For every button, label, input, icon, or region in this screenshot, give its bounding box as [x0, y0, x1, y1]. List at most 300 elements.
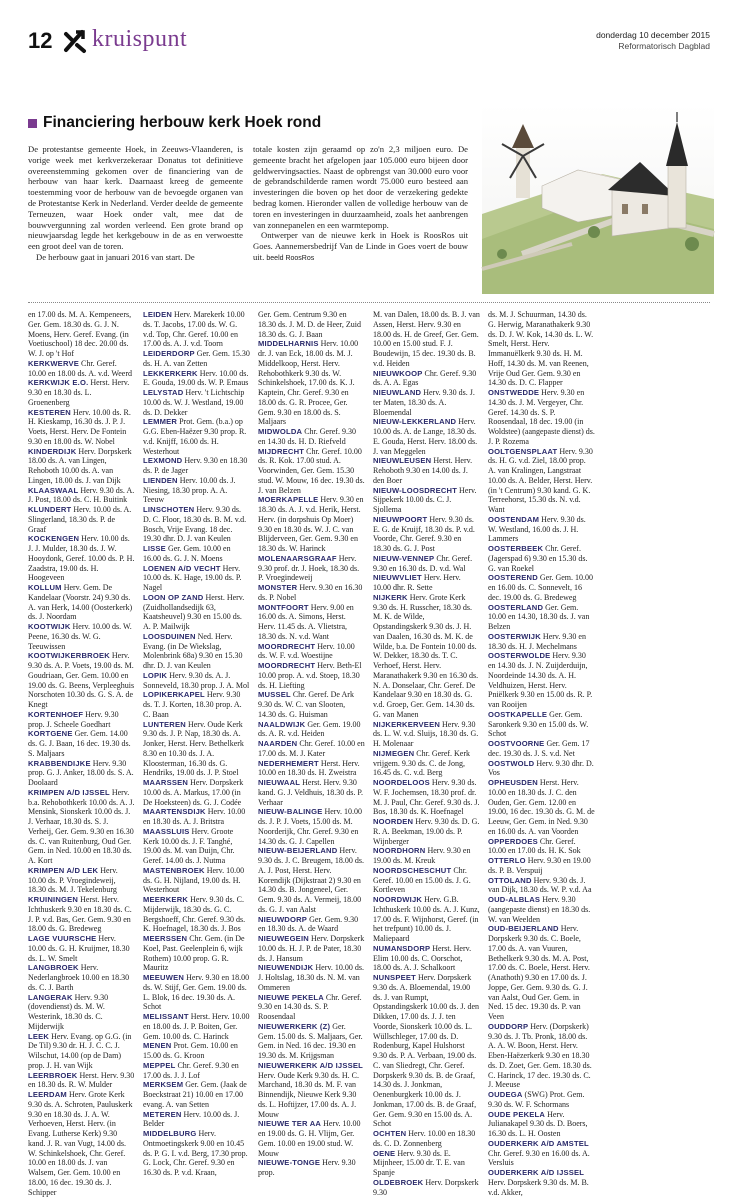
entry-place: NOORDSCHESCHUT [373, 865, 452, 875]
entry-text: Ger. Gem. 14.00 ds. G. J. Baan, 16 dec. 19.30 ds. S. Maljaars [28, 729, 131, 758]
service-entry [373, 749, 480, 778]
entry-place: MERKSEM [143, 1080, 184, 1090]
entry-place: MEERKERK [143, 895, 189, 904]
service-entry [28, 486, 135, 506]
entry-place: LEIDERDORP [143, 349, 195, 358]
entry-place: NIEUWDORP [258, 914, 308, 924]
entry-text: Herv. 9.30 ds. D. G. R. A. Beekman, 19.00 ds. P. Wijnberger [373, 817, 480, 846]
service-entry [258, 934, 365, 963]
service-entry [28, 993, 135, 1032]
entry-text: Herv. Dorpskerk 9.30 ds. M. B. v.d. Akker, [488, 1177, 589, 1197]
entry-place: MOLENAARSGRAAF [258, 553, 337, 563]
entry-text: Herst. Herv. 10.00 en 18.30 ds. J. C. den Ouden, Ger. Gem. 12.00 en 19.00, 16 dec. 19.30 ds. G. M. de Leeuw, Ger. Gem. in Ned. 9.30 en 16.00 ds. A. van Voorden [488, 778, 595, 836]
article-column-1 [28, 144, 243, 265]
article-paragraph: totale kosten zijn geraamd op zo'n 2,3 miljoen euro. De gemeente bracht het afgelopen jaar 105.000 euro bijeen door geldwervingsacties. Naast de opbrengst van 30.000 euro voor de gebrandschilderde ramen wordt 75.000 euro besteed aan investeringen die boven op het door de verzekering gedekte bedrag komen. Hieronder vallen de volledige herbouw van de toren en investeringen in duurzaamheid, zoals het aanbrengen van zonnepanelen en een warmtepomp. [253, 144, 468, 230]
service-entry [488, 1090, 595, 1110]
entry-place: KLAASWAAL [28, 485, 79, 495]
service-entry [488, 924, 595, 1022]
service-entry [488, 310, 595, 388]
entry-place: LANGBROEK [28, 963, 79, 973]
entry-place: LOON OP ZAND [143, 592, 204, 602]
entry-place: MIDDELBURG [143, 1129, 197, 1138]
entry-place: MAASSLUIS [143, 826, 190, 836]
article-paragraph: De herbouw gaat in januari 2016 van start. De [36, 251, 195, 262]
entry-place: NIEUWAAL [258, 778, 301, 787]
service-entry [373, 1129, 480, 1149]
entry-place: OUDERKERK A/D IJSSEL [488, 1168, 585, 1177]
entry-text: Herv. 9.30 ds. E. Mijnheer, 15.00 dr. T. E. van Spanje [373, 1148, 465, 1177]
entry-place: MONTFOORT [258, 602, 309, 612]
service-entry [258, 583, 365, 603]
entry-place: NIEUW-LEKKERLAND [373, 417, 457, 427]
entry-text: Herv. 10.00 ds. G. H. Nijland, 19.00 ds. H. Westerhout [143, 865, 245, 895]
service-entry [258, 1119, 365, 1158]
entry-place: OUD-ALBLAS [488, 895, 541, 904]
entry-text: Chr. Geref. 9.30 en 14.30 ds. S. P. Roosendaal [258, 992, 362, 1021]
service-entry [258, 807, 365, 846]
photo-credit: beeld RoosRos [266, 254, 315, 262]
entry-place: OLDEBROEK [373, 1177, 424, 1187]
entry-place: KOOTWIJKERBROEK [28, 651, 110, 661]
entry-place: MENEN [143, 1041, 172, 1051]
service-entry [28, 310, 135, 359]
service-entry [258, 642, 365, 662]
entry-text: Herv. 9.30 en 18.30 ds. P. de Jager [143, 456, 248, 475]
service-entry [143, 1061, 250, 1081]
section-divider [28, 302, 710, 303]
service-entry [28, 1090, 135, 1197]
entry-text: Herst. Herv. Rehoboth 9.30 en 14.00 ds. J. den Boer [373, 456, 473, 485]
entry-text: Herv. 10.00 ds. J. Holtslag, 18.30 ds. N. M. van Ommeren [258, 963, 364, 992]
entry-text: Chr. Geref. De Ark 9.30 ds. W. C. van Slooten, 14.30 ds. G. Huisman [258, 690, 354, 719]
entry-text: Chr. Geref. 10.00 en 17.00 ds. M. J. Kater [258, 739, 365, 758]
service-entry [488, 1110, 595, 1139]
entry-text: Herv. 9.30 ds. T. J. Korten, 18.30 prop. A. C. Baan [143, 690, 242, 719]
service-entry [143, 476, 250, 505]
listing-column-1 [28, 310, 135, 1197]
entry-text: Herv. 10.00 ds. J. Niesing, 18.30 prop. A. A. Teeuw [143, 475, 236, 505]
service-entry [143, 827, 250, 866]
entry-place: MIDDELHARNIS [258, 339, 319, 349]
newspaper-name: Reformatorisch Dagblad [618, 41, 710, 51]
entry-text: Herv. Sijpekerk 10.00 ds. C. J. Sjollema [373, 485, 477, 514]
entry-text: Chr. Geref. 10.00 ds. R. Kok. 17.00 stud. A. Voorwinden, Ger. Gem. 15.30 stud. W. Mouw, 16 dec. 19.30 ds. J. van Belzen [258, 446, 365, 495]
entry-place: METEREN [143, 1109, 182, 1119]
service-entry [28, 1071, 135, 1091]
entry-place: ONSTWEDDE [488, 388, 540, 397]
entry-place: LIENDEN [143, 475, 178, 485]
entry-place: KRIMPEN A/D IJSSEL [28, 787, 110, 797]
service-entry [373, 778, 480, 817]
service-entry [258, 915, 365, 935]
service-entry [258, 690, 365, 719]
page-number: 12 [28, 28, 53, 53]
entry-place: OOSTERWOLDE [488, 651, 551, 661]
service-entry [143, 934, 250, 973]
entry-text: Chr. Geref. 10.00 en 17.00 ds. H. K. Sok [488, 836, 581, 856]
entry-text: Herst. Herv. Ichthuskerk 9.30 en 18.30 ds. C. J. P. v.d. Bas, Ger. Gem. 9.30 en 18.00 ds. G. Bredeweg [28, 895, 132, 934]
entry-text: Herst. Herv. (Zuidhollandsedijk 63, Kaatsheuvel) 9.30 en 15.00 ds. A. P. Mailwijk [143, 592, 245, 631]
entry-place: LEERBROEK [28, 1070, 78, 1080]
entry-place: MOERKAPELLE [258, 495, 319, 505]
service-entry [143, 1012, 250, 1041]
entry-place: NIJMEGEN [373, 748, 415, 758]
service-entry [258, 1061, 365, 1120]
service-entry [143, 807, 250, 827]
service-entry [143, 388, 250, 417]
entry-place: LOPIKERKAPEL [143, 690, 205, 700]
issue-date: donderdag 10 december 2015 [596, 30, 710, 40]
entry-text: Ger. Gem. 10.00 en 16.00 ds. G. J. N. Moens [143, 544, 231, 563]
service-entry [28, 934, 135, 963]
service-entry [373, 1178, 480, 1197]
service-entry [143, 1041, 250, 1061]
entry-text: Chr. Geref. 9.30 en 16.30 ds. D. v.d. Wal [373, 553, 473, 573]
entry-text: Herv. 10.00 ds. J. Belder [143, 1109, 240, 1129]
entry-place: NIEUWLEUSEN [373, 456, 432, 466]
entry-place: MOORDRECHT [258, 661, 316, 670]
service-entry [258, 310, 365, 339]
entry-place: MIJDRECHT [258, 446, 305, 456]
entry-place: LOENEN A/D VECHT [143, 563, 221, 573]
service-entry [488, 1139, 595, 1168]
entry-text: Herv. b.a. Rehobothkerk 10.00 ds. A. J. Mensink, Sionskerk 10.00 ds. J. J. Verhaar, 18.30 ds. S. J. Verheij, Ger. Gem. 9.30 en 16.30 ds. C. van Ruitenburg, Oud Ger. Gem. in Ned. 10.00 en 18.30 ds. A. Kort [28, 787, 135, 865]
service-entry [28, 534, 135, 583]
entry-text: Herv. 10.00 ds. J. P. J. Voets, 15.00 ds. M. Noorderijk, Chr. Geref. 9.30 en 14.30 ds. G. J. Capellen [258, 807, 362, 846]
headline-text: Financiering herbouw kerk Hoek rond [43, 114, 322, 131]
entry-place: MEPPEL [143, 1060, 176, 1070]
entry-text: Chr. Gem. (in De Koel, Past. Geelenplein 6, wijk Rothem) 10.00 prop. G. R. Mauritz [143, 934, 245, 973]
entry-text: Herst. Herv. 10.00 en 18.30 ds. H. Zweistra [258, 758, 360, 778]
article-column-2 [253, 144, 468, 265]
entry-text: Herv. Nederlangbroek 10.00 en 18.30 ds. C. J. Barth [28, 963, 130, 992]
service-entry [28, 866, 135, 895]
entry-text: Herv. 10.00 ds. G. H. Kruijmer, 18.30 ds. L. W. Smelt [28, 934, 130, 963]
service-entry [373, 866, 480, 895]
service-entry [488, 876, 595, 896]
article [28, 114, 468, 265]
service-entry [28, 788, 135, 866]
entry-place: OUDERKERK A/D AMSTEL [488, 1138, 589, 1148]
service-entry [373, 973, 480, 1129]
entry-text: Herv. 10.00 ds. E. Gouda, 19.00 ds. W. P. Emaus [143, 368, 249, 388]
service-entry [488, 856, 595, 876]
entry-place: OOLTGENSPLAAT [488, 446, 558, 456]
entry-text: Chr. Geref. 10.00 en 15.00 ds. J. G. Kortleven [373, 865, 471, 895]
entry-text: Chr. Geref. Kerk vrijgem. 9.30 ds. C. de Jong, 16.45 ds. C. v.d. Berg [373, 748, 471, 778]
entry-text: Prot. Gem. (b.a.) op G.G. Eben-Haëzer 9.30 prop. R. v.d. Knijff, 16.00 ds. H. Westerhout [143, 417, 247, 456]
entry-place: NIEUW-BALINGE [258, 807, 323, 817]
entry-text: Herv. 9.30 ds. L. W. v.d. Sluijs, 18.30 ds. G. H. Molenaar [373, 719, 479, 748]
service-entry [373, 593, 480, 720]
entry-text: Herv. 9.30 ds. W. F. Jochemsen, 18.30 prof. dr. M. J. Paul, Chr. Geref. 9.30 ds. J. Bos, 18.30 ds. K. Hoefnagel [373, 778, 480, 817]
service-entry [143, 1110, 250, 1130]
entry-place: NIEUWEGEIN [258, 934, 309, 943]
entry-text: Herv. 9.30 prop. [258, 1158, 356, 1177]
entry-place: NIJKERK [373, 592, 408, 602]
service-entry [28, 759, 135, 788]
entry-place: NIEUWERKERK A/D IJSSEL [258, 1060, 363, 1070]
entry-place: NIEUW-VENNEP [373, 553, 435, 563]
entry-place: NOORDELOOS [373, 778, 430, 787]
service-entry [143, 310, 250, 349]
entry-place: OOSTERWIJK [488, 631, 541, 641]
service-entry [28, 622, 135, 651]
entry-text: Herv. 9.30 ds. D. C. Floor, 18.30 ds. B. M. v.d. Bosch, Vrije Evang. 18 dec. 19.30 dhr. D. J. van Keulen [143, 505, 247, 544]
article-body [28, 144, 468, 265]
entry-text: Herv. 9.30 en 18.30 ds. A. J. v.d. Herik, Herst. Herv. (in dorpshuis Op Moer) 9.30 en 18.30 ds. W. J. C. van Blijderveen, Ger. Gem. 9.30 en 18.30 ds. W. Harinck [258, 495, 364, 553]
service-entry [143, 417, 250, 456]
entry-place: KRABBENDIJKE [28, 758, 91, 768]
service-entry [258, 846, 365, 914]
entry-place: NIEUWERKERK (Z) [258, 1021, 331, 1031]
entry-place: MEERSSEN [143, 934, 188, 943]
entry-text: Prot. Gem. 10.00 en 15.00 ds. G. Kroon [143, 1041, 238, 1060]
entry-text: Herv. 10.00 dr. J. van Eck, 18.00 ds. M. J. Middelkoop, Herst. Herv. Rehobothkerk 9.30 ds. W. Schinkelshoek, 17.00 ds. K. J. Kaptein, Chr. Geref. 9.30 en 18.00 ds. G. R. Procee, Ger. Gem. 9.30 en 18.00 ds. S. Maljaars [258, 339, 359, 427]
service-entry [373, 944, 480, 973]
entry-text: Ger. Gem. Centrum 9.30 en 18.30 ds. J. M. D. de Heer, Zuid 18.30 ds. G. J. Baan [258, 310, 361, 339]
entry-place: LEXMOND [143, 456, 183, 466]
service-entry [373, 895, 480, 944]
entry-place: LEMMER [143, 417, 178, 427]
entry-place: NUNSPEET [373, 973, 416, 982]
entry-text: en 17.00 ds. M. A. Kempeneers, Ger. Gem. 18.30 ds. G. J. N. Moens, Herv. Geref. Evang. (in Voetiuschool) 18 dec. 20.00 ds. W. J. op 't Hof [28, 310, 132, 358]
entry-text: Herst. Herv. 10.00 en 18.00 ds. J. P. Boiten, Ger. Gem. 10.00 ds. C. Harinck [143, 1012, 250, 1041]
entry-place: LOOSDUINEN [143, 631, 196, 641]
entry-place: OOSTWOLD [488, 758, 535, 768]
page-header [28, 28, 710, 58]
service-entry [373, 1149, 480, 1178]
entry-text: Herv. 10.00 ds. R. H. Kieskamp, 16.30 ds. J. P. J. Voets, Herst. Herv. De Fontein 9.30 en 18.00 ds. W. Nobel [28, 407, 131, 446]
entry-text: Ned. Herv. Evang. (in De Wiekslag, Molenbrink 68a) 9.30 en 15.30 dhr. D. J. van Keulen [143, 631, 243, 670]
service-entry [258, 1022, 365, 1061]
entry-text: Herv. Julianakapel 9.30 ds. D. Boers, 16.30 ds. L. H. Oosten [488, 1109, 588, 1138]
entry-text: Herv. Dorpskerk 9.30 ds. C. Boele, 17.00 ds. A. van Vuuren, Bethelkerk 9.30 ds. M. A. Post, 17.00 ds. C. Boele, Herst. Herv. (Anathoth) 9.30 en 17.00 ds. J. Joppe, Ger. Gem. 9.30 ds. G. J. van Aalst, Oud Ger. Gem. in Ned. 15 dec. 19.30 ds. P. van Veen [488, 924, 590, 1021]
entry-place: LANGERAK [28, 992, 73, 1002]
entry-text: Herv. Dorpskerk 9.30 [373, 1177, 479, 1197]
entry-place: OUDEGA [488, 1090, 523, 1099]
service-entry [258, 739, 365, 759]
entry-text: Herv. G.B. Ichthuskerk 10.00 ds. A. J. Kunz, 17.00 ds. F. Wijnhorst, Geref. (in het trefpunt) 10.00 ds. J. Maliepaard [373, 895, 480, 943]
entry-text: Herv. 9.30 prof. dr. J. Hoek, 18.30 ds. P. Vroegindeweij [258, 553, 360, 583]
entry-text: Herv. 10.00 ds. P. Vroegindeweij, 18.30 ds. M. J. Tekelenburg [28, 865, 118, 895]
header-dateline [596, 30, 710, 52]
entry-place: OOSTEREND [488, 573, 538, 583]
entry-text: Herv. (Dorpskerk) 9.30 ds. J. Tb. Pronk, 18.00 ds. A. A. W. Boon, Herst. Herv. Eben-Haëzerkerk 9.30 en 18.30 ds. D. Zoet, Ger. Gem. 18.30 ds. C. Harinck, 17 dec. 19.30 ds. C. J. Meeuse [488, 1021, 592, 1090]
service-entry [373, 573, 480, 593]
service-entry [143, 895, 250, 934]
service-entry [143, 690, 250, 719]
entry-text: Herv. 9.30 ds. A. P. Voets, 19.00 ds. M. Goudriaan, Ger. Gem. 10.00 en 19.00 ds. G. Beens, Verpleeghuis Norschoten 10.30 ds. G. S. A. de Knegt [28, 651, 135, 709]
entry-text: Herv. Oude Kerk 9.30 ds. H. C. Marchand, 18.30 ds. M. F. van Binnendijk, Nieuwe Kerk 9.30 ds. L. Hoftijzer, 17.00 ds. A. J. Mouw [258, 1070, 360, 1119]
service-entry [28, 710, 135, 730]
entry-text: Herv. Herv. 10.00 dhr. R. Sette [373, 573, 461, 592]
service-entry [373, 846, 480, 866]
entry-place: NIEUWLAND [373, 388, 422, 397]
article-paragraph: De protestantse gemeente Hoek, in Zeeuws-Vlaanderen, is vorige week met kerkverzekeraar Donatus tot definitieve overeenstemming gekomen over de financiering van de herbouw van haar kerk. Daarnaast kreeg de gemeente toestemming voor de herbouw van de bevoegde organen van de Protestantse Kerk in Nederland. Verder deelde de gemeente Terneuzen, waar Hoek onder valt, mee dat de bouwvergunning zal worden verleend. Een grote brand op nieuwjaarsdag legde het kerkgebouw in de as en verwoestte een groot deel van de toren. [28, 144, 243, 252]
service-entry [488, 544, 595, 573]
entry-text: Herv. Grote Kerk 9.30 ds. H. Russcher, 18.30 ds. M. K. de Wilde, Opstandingskerk 9.30 ds. J. H. van Daalen, 16.30 ds. M. K. de Wilde, b.a. De Fontein 10.00 ds. W. Dekker, 18.30 ds. T. C. Verhoef, Herst. Herv. Maranathakerk 9.30 en 16.30 ds. N. A. Donselaar, Chr. Geref. De Kandelaar 9.30 en 18.30 ds. G. v.d. Groep, Ger. Gem. 14.30 ds. G. van Manen [373, 592, 479, 719]
service-entry [28, 583, 135, 622]
entry-text: Herv. 9.30 (aangepaste dienst) en 18.30 ds. W. van Weelden [488, 895, 591, 924]
service-entry [143, 456, 250, 476]
entry-text: Herv. 9.00 en 16.00 ds. A. Simons, Herst. Herv. 11.45 ds. A. Vlietstra, 18.30 ds. N. v.d. Want [258, 602, 354, 641]
article-headline [28, 114, 468, 132]
entry-place: KORTENHOEF [28, 709, 84, 719]
entry-text: Herv. 9.30 en 14.30 ds. J. N. Zuijderduijn, Noordeinde 14.30 ds. A. H. Veldhuizen, Herst. Herv. Pniëlkerk 9.30 en 15.00 ds. R. P. van Rooijen [488, 651, 593, 709]
service-entry [488, 1022, 595, 1090]
service-entry [258, 993, 365, 1022]
service-entry [373, 369, 480, 389]
service-entry [143, 671, 250, 691]
entry-text: Herv. Evang. op G.G. (in De Til) 9.30 dr. H. J. C. C. J. Wilschut, 14.00 (op de Dam) prop. J. H. van Wijk [28, 1031, 132, 1070]
entry-place: KOLLUM [28, 583, 62, 592]
entry-text: M. van Dalen, 18.00 ds. B. J. van Assen, Herst. Herv. 9.30 en 18.00 ds. H. de Greef, Ger. Gem. 10.00 en 15.00 stud. F. J. Boudewijn, 15 dec. 19.30 ds. B. v.d. Heiden [373, 310, 480, 368]
service-entry [258, 963, 365, 992]
service-entry [28, 378, 135, 407]
entry-place: NIEUW-LOOSDRECHT [373, 485, 458, 495]
service-entry [143, 544, 250, 564]
entry-place: KOOTWIJK [28, 622, 71, 631]
service-entry [143, 369, 250, 389]
entry-text: Herv. 10.00 ds. A. Slingerland, 18.30 ds. P. de Graaf [28, 505, 132, 534]
entry-place: OTTERLO [488, 856, 526, 865]
entry-text: Herv. Marekerk 10.00 ds. T. Jacobs, 17.00 ds. W. G. v.d. Top, Chr. Geref. 10.00 en 17.00 ds. A. J. v.d. Toorn [143, 310, 245, 349]
entry-place: NIEUWKOOP [373, 368, 423, 378]
entry-text: Herv. Dorpskerk 18.00 ds. A. van Lingen, Rehoboth 10.00 ds. A. van Lingen, 18.00 ds. J. van Dijk [28, 446, 132, 485]
entry-place: LINSCHOTEN [143, 505, 195, 514]
entry-place: NIEUW-BEIJERLAND [258, 846, 338, 856]
service-entry [488, 778, 595, 837]
service-entry [143, 632, 250, 671]
entry-place: OOSTKAPELLE [488, 709, 548, 719]
entry-place: KOCKENGEN [28, 534, 80, 544]
entry-place: KORTGENE [28, 729, 73, 739]
listing-column-5 [488, 310, 595, 1197]
service-entry [488, 651, 595, 710]
entry-place: OCHTEN [373, 1129, 407, 1138]
entry-text: Herv. 9.30 en 14.30 ds. J. M. Vergeyer, Chr. Geref. 14.30 ds. S. P. Roosendaal, 18 dec. 19.00 (in Woldstee) (aangepaste dienst) ds. J. P. Rozema [488, 388, 595, 446]
entry-text: Herv. 10.00 ds. W. F. v.d. Woestijne [258, 641, 355, 661]
entry-text: Herv. 10.00 en 18.30 ds. C. D. Zonnenberg [373, 1129, 476, 1148]
entry-text: Herv. 10.00 ds. J. J. Mulder, 18.30 ds. J. W. Hooydonk, Geref. 10.00 ds. P. H. Zaadstra, 19.00 ds. H. Hoogeveen [28, 534, 135, 583]
church-design-render-image [482, 104, 714, 294]
entry-place: NUMANSDORP [373, 943, 431, 953]
entry-text: Chr. Geref. 9.30 en 14.30 ds. H. D. Riefveld [258, 427, 356, 446]
entry-text: (SWG) Prot. Gem. 9.30 ds. W. F. Schormans [488, 1090, 585, 1109]
entry-text: Herv. 10.00 en 18.30 ds. A. J. Britstra [143, 807, 246, 826]
entry-place: OUDDORP [488, 1021, 529, 1031]
entry-place: LEERDAM [28, 1090, 67, 1099]
service-entry [258, 339, 365, 427]
entry-text: Herv. 9.30 ds. H. G. v.d. Ziel, 18.00 prop. A. van Kralingen, Langstraat 10.00 ds. A. Belder, Herst. Herv. (in 't Centrum) 9.30 kand. G. K. Terreehorst, 15.30 ds. N. v.d. Want [488, 446, 593, 514]
entry-text: Herv. Beth-El 10.00 prop. A. v.d. Stoep, 18.30 ds. H. Liefting [258, 661, 362, 690]
listing-column-3 [258, 310, 365, 1177]
entry-place: NOORDWIJK [373, 895, 423, 904]
entry-place: NOORDEN [373, 817, 414, 826]
entry-text: Ger. Gem. 15.30 ds. H. A. van Zetten [143, 349, 250, 368]
entry-text: Herv. 9.30 ds. W. Westland, 16.00 ds. J. H. Lammers [488, 514, 586, 544]
service-entry [488, 739, 595, 759]
entry-text: Herv. Dorpskerk 10.00 ds. H. J. P. de Pater, 18.30 ds. J. Hansum [258, 934, 365, 963]
entry-place: KINDERDIJK [28, 446, 77, 456]
crossroads-icon [62, 28, 88, 54]
service-entry [28, 651, 135, 710]
entry-place: NIEUWE-TONGE [258, 1158, 321, 1168]
entry-text: Herv. Groote Kerk 10.00 ds. J. F. Tanghé, 19.00 ds. M. van Duijn, Chr. Geref. 14.00 ds. J. Nutma [143, 826, 235, 865]
service-entry [143, 973, 250, 1012]
entry-place: LISSE [143, 544, 166, 553]
entry-text: Herv. 10.00 ds. A. de Lange, 18.30 ds. E. Gouda, Herst. Herv. 18.00 ds. J. van Meggelen [373, 417, 478, 456]
entry-place: KERKWERVE [28, 358, 80, 368]
entry-text: Herv. 9.30 en 19.00 ds. M. Kreuk [373, 846, 471, 865]
entry-text: Herst. Herv. Elim 10.00 ds. C. Oorschot, 18.00 ds. A. J. Schalkoort [373, 943, 472, 973]
entry-text: Herv. Ontmoetingskerk 9.00 en 10.45 ds. P. G. I. v.d. Berg, 17.30 prop. G. Lock, Chr. Geref. 9.30 en 16.30 ds. P. v.d. Kraan, [143, 1129, 248, 1177]
entry-text: Chr. Geref. 9.30 ds. A. A. Egas [373, 368, 477, 388]
entry-text: Herv. Oude Kerk 9.30 ds. J. P. Nap, 18.30 ds. A. Jonker, Herst. Herv. Bethelkerk 8.30 en 10.30 ds. J. A. Kloosterman, 16.30 ds. G. Hendriks, 19.00 ds. J. P. Stoel [143, 719, 244, 778]
service-entry [143, 866, 250, 895]
service-entry [488, 759, 595, 779]
service-entry [143, 1080, 250, 1109]
entry-text: Ger. Gem. 10.00 en 16.00 ds. C. Sonnevelt, 16 dec. 19.00 ds. G. Bredeweg [488, 573, 594, 602]
entry-text: Herv. 9.30 prop. G. J. Anker, 18.00 ds. S. A. Doolaard [28, 758, 134, 787]
entry-text: Herv. 9.30 ds. J. van Dijk, 18.30 ds. W. P. v.d. Aa [488, 875, 592, 895]
service-entry [488, 515, 595, 544]
entry-text: Ger. Gem. 9.30 en 18.30 ds. A. de Waard [258, 914, 359, 934]
entry-place: LEIDEN [143, 310, 173, 319]
service-entry [258, 495, 365, 554]
service-entry [373, 486, 480, 515]
entry-place: NIEUWENDIJK [258, 963, 314, 973]
entry-place: OUD-BEIJERLAND [488, 924, 559, 934]
listing-column-6 [603, 310, 710, 1062]
church-service-listings [28, 310, 710, 1197]
entry-text: Herv. 10.00 en 19.00 ds. G. H. Vlijm, Ger. Gem. 10.00 en 19.00 stud. W. Mouw [258, 1119, 361, 1158]
entry-place: KRIMPEN A/D LEK [28, 865, 99, 875]
entry-place: NIEUWE TER AA [258, 1119, 322, 1129]
service-entry [373, 310, 480, 369]
entry-text: Chr. Geref. 10.00 en 18.00 ds. A. v.d. Weerd [28, 358, 133, 378]
service-entry [28, 963, 135, 992]
entry-text: Ger. Gem. (Jaak de Boeckstraat 21) 10.00 en 17.00 evang. A. van Setten [143, 1080, 247, 1109]
entry-text: Herv. 9.30 (dovendienst) ds. M. W. Westerink, 18.30 ds. C. Mijderwijk [28, 992, 109, 1031]
entry-text: Herv. 9.30 ds. J. ter Maten, 18.30 ds. A. Bloemendal [373, 388, 475, 417]
entry-place: OENE [373, 1148, 396, 1158]
entry-place: OUDE PEKELA [488, 1109, 546, 1119]
entry-place: MAARSSEN [143, 778, 189, 787]
service-entry [373, 388, 480, 417]
service-entry [488, 573, 595, 602]
entry-place: MOORDRECHT [258, 641, 316, 651]
entry-place: NIEUWVLIET [373, 573, 422, 583]
entry-place: LEKKERKERK [143, 368, 198, 378]
entry-place: MAARTENSDIJK [143, 807, 206, 817]
entry-place: LEEK [28, 1031, 50, 1041]
entry-place: NIEUWPOORT [373, 514, 428, 524]
service-entry [373, 720, 480, 749]
service-entry [488, 837, 595, 857]
service-entry [258, 554, 365, 583]
service-entry [258, 447, 365, 496]
entry-text: Herv. Gem. De Kandelaar (Voorstr. 24) 9.30 ds. A. van Herk, 14.00 (Oosterkerk) ds. J. Noordam [28, 583, 133, 622]
service-entry [143, 720, 250, 779]
entry-place: NEDERHEMERT [258, 758, 319, 768]
entry-place: NAALDWIJK [258, 719, 306, 729]
service-entry [258, 720, 365, 740]
service-entry [258, 778, 365, 807]
entry-place: OPHEUSDEN [488, 778, 538, 787]
article-paragraph [253, 230, 468, 264]
